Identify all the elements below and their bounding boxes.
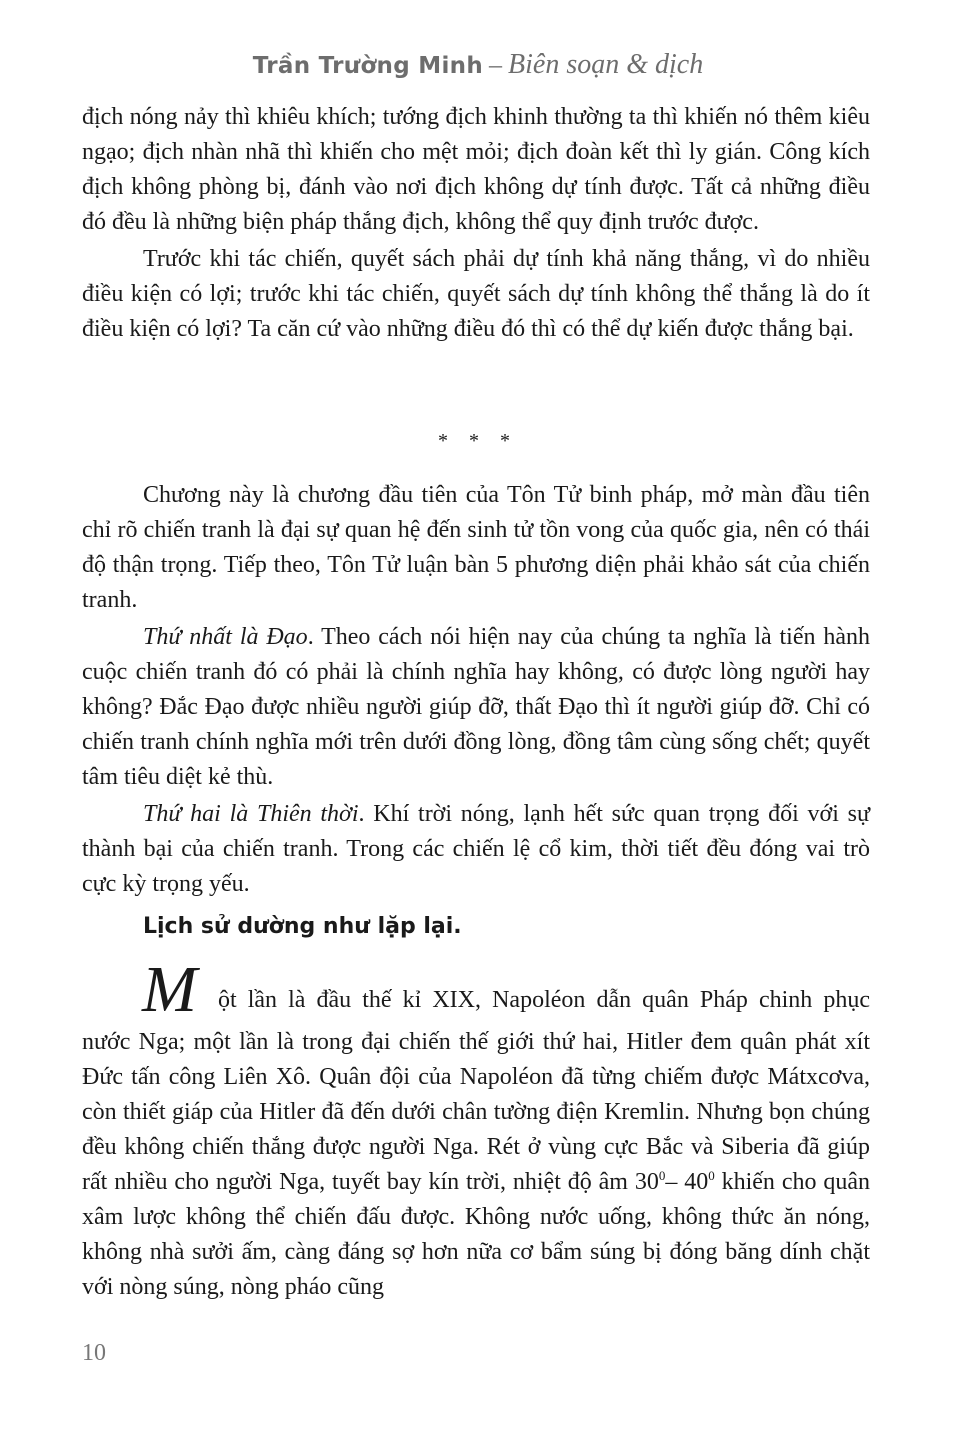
header-role: Biên soạn & dịch [508,49,704,80]
dropcap-line [82,955,870,1025]
header-author: Trần Trường Minh [252,53,484,79]
emphasis-text: Thứ nhất là Đạo [143,624,308,650]
degree-mark: 0 [708,1168,715,1183]
emphasis-text: Thứ hai là Thiên thời [143,801,359,827]
paragraph: Thứ hai là Thiên thời. Khí trời nóng, lạnh hết sức quan trọng đối với sự thành bại của chiến tranh. Trong các chiến lệ cổ kim, thời tiết đều đóng vai trò cực kỳ trọng yếu. [82,801,870,897]
paragraph: Thứ nhất là Đạo. Theo cách nói hiện nay của chúng ta nghĩa là tiến hành cuộc chiến tranh đó có phải là chính nghĩa hay không, có được lòng người hay không? Đắc Đạo được nhiều người giúp đỡ, thất Đạo thì ít người giúp đỡ. Chỉ có chiến tranh chính nghĩa mới trên dưới đồng lòng, đồng tâm cùng sống chết; quyết tâm tiêu diệt kẻ thù. [82,624,870,790]
header-dash: – [489,50,503,79]
first-line-text: ột lần là đầu thế kỉ XIX, Napoléon dẫn quân Pháp chinh phục [218,987,870,1013]
paragraph-continued: địch nóng nảy thì khiêu khích; tướng địch khinh thường ta thì khiến nó thêm kiêu ngạo; địch nhàn nhã thì khiến cho mệt mỏi; địch đoàn kết thì ly gián. Công kích địch không phòng bị, đánh vào nơi địch không dự tính được. Tất cả những điều đó đều là những biện pháp thắng địch, không thể quy định trước được. [82,104,870,235]
top-text-block [82,100,870,347]
paragraph: Chương này là chương đầu tiên của Tôn Tử binh pháp, mở màn đầu tiên chỉ rõ chiến tranh là đại sự quan hệ đến sinh tử tồn vong của quốc gia, nên có thái độ thận trọng. Tiếp theo, Tôn Tử luận bàn 5 phương diện phải khảo sát của chiến tranh. [82,482,870,613]
paragraph: Trước khi tác chiến, quyết sách phải dự tính khả năng thắng, vì do nhiều điều kiện có lợi; trước khi tác chiến, quyết sách dự tính không thể thắng là do ít điều kiện có lợi? Ta căn cứ vào những điều đó thì có thể dự kiến được thắng bại. [82,246,870,342]
degree-mark: 0 [658,1168,666,1183]
page-number: 10 [82,1340,106,1366]
section-heading: Lịch sử dường như lặp lại. [143,914,462,939]
commentary-block [82,478,870,902]
story-block [82,955,870,1305]
section-separator: * * * [438,430,518,452]
paragraph: nước Nga; một lần là trong đại chiến thế giới thứ hai, Hitler đem quân phát xít Đức tấn công Liên Xô. Quân đội của Napoléon đã từng chiếm được Mátxcơva, còn thiết giáp của Hitler đã đến dưới chân tường điện Kremlin. Nhưng bọn chúng đều không chiến thắng được người Nga. Rét ở vùng cực Bắc và Siberia đã giúp rất nhiều cho người Nga, tuyết bay kín trời, nhiệt độ âm $30^0-$ $40^0$ khiến cho quân xâm lược không thể chiến đấu được. Không nước uống, không thức ăn nóng, không nhà sưởi ấm, càng đáng sợ hơn nữa cơ bẩm súng bị đóng băng dính chặt với nòng súng, nòng pháo cũng [82,1029,871,1300]
running-header [0,48,956,83]
drop-cap: M [142,953,197,1026]
